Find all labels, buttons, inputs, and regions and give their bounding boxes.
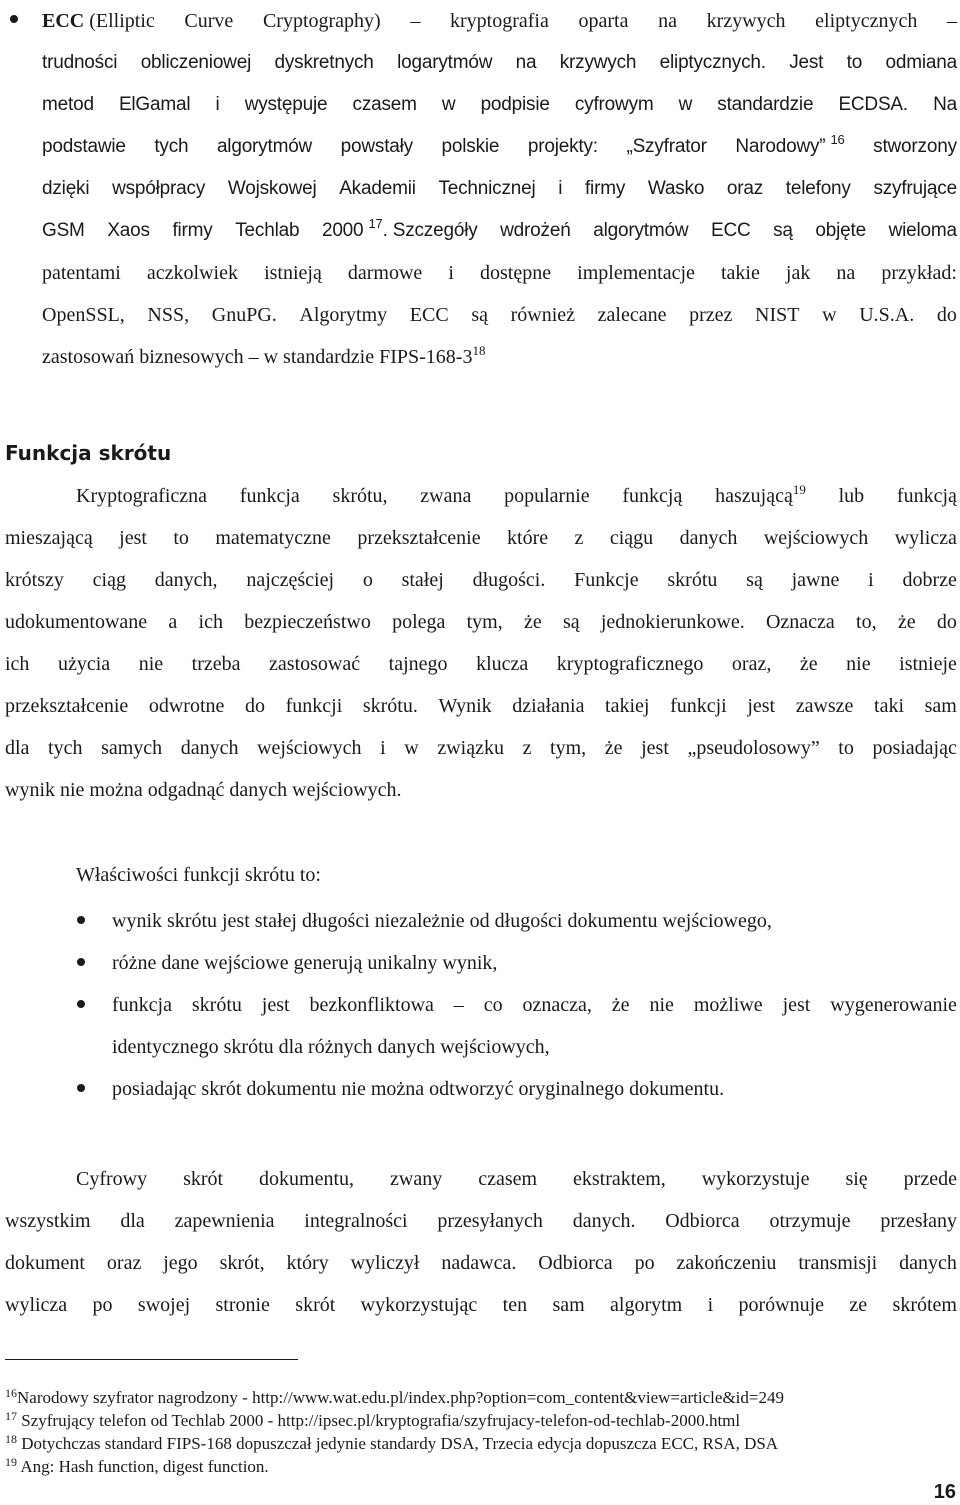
footnote-16: $^{16}$Narodowy szyfrator nagrodzony - http://www.wat.edu.pl/index.php?option=com_content&view=article&id=249 <box>5 1386 784 1407</box>
ecc-line-1: ECC (Elliptic Curve Cryptography) – kryptografia oparta na krzywych eliptycznych – <box>42 10 957 32</box>
hash-line-7: dla tych samych danych wejściowych i w związku z tym, że jest „pseudolosowy” to posiadając <box>5 737 957 759</box>
page-number: 16 <box>933 1481 956 1503</box>
bullet-icon <box>77 916 85 924</box>
hash-line-6: przekształcenie odwrotne do funkcji skrótu. Wynik działania takiej funkcji jest zawsze taki sam <box>5 695 957 717</box>
hash-line-2: mieszającą jest to matematyczne przekształcenie które z ciągu danych wejściowych wylicza <box>5 527 957 549</box>
digest-line-4: wylicza po swojej stronie skrót wykorzystując ten sam algorytm i porównuje ze skrótem <box>5 1294 957 1316</box>
ecc-line-3: metod ElGamal i występuje czasem w podpisie cyfrowym w standardzie ECDSA. Na <box>42 94 957 115</box>
hash-paragraph <box>5 475 957 811</box>
bullet-icon <box>77 1000 85 1008</box>
footnote-ref-18[interactable]: 18 <box>472 343 486 358</box>
ecc-line-7: patentami aczkolwiek istnieją darmowe i dostępne implementacje takie jak na przykład: <box>42 262 957 284</box>
ecc-term: ECC <box>42 10 85 32</box>
ecc-line-6: GSM Xaos firmy Techlab 2000 $^{17}$. Szczegóły wdrożeń algorytmów ECC są objęte wieloma <box>42 216 957 241</box>
footnote-ref-16[interactable]: 16 <box>830 132 845 147</box>
digest-paragraph <box>5 1158 957 1326</box>
digest-line-1: Cyfrowy skrót dokumentu, zwany czasem ekstraktem, wykorzystuje się przede <box>76 1168 957 1190</box>
ecc-line-9: zastosowań biznesowych – w standardzie FIPS-$168-3^{18}$ <box>42 343 486 368</box>
section-heading: Funkcja skrótu <box>5 441 172 465</box>
list-item: różne dane wejściowe generują unikalny wynik, <box>112 942 957 984</box>
properties-list <box>112 900 957 1110</box>
bullet-icon <box>77 958 85 966</box>
hash-line-8: wynik nie można odgadnąć danych wejściowych. <box>5 779 402 801</box>
footnote-ref-19[interactable]: 19 <box>792 482 806 497</box>
hash-line-4: udokumentowane a ich bezpieczeństwo polega tym, że są jednokierunkowe. Oznacza to, że do <box>5 611 957 633</box>
ecc-line-5: dzięki współpracy Wojskowej Akademii Technicznej i firmy Wasko oraz telefony szyfrujące <box>42 178 957 199</box>
footnotes <box>5 1386 957 1478</box>
bullet-icon <box>77 1084 85 1092</box>
digest-line-2: wszystkim dla zapewnienia integralności przesyłanych danych. Odbiorca otrzymuje przesłany <box>5 1210 957 1232</box>
list-item: wynik skrótu jest stałej długości niezależnie od długości dokumentu wejściowego, <box>112 900 957 942</box>
ecc-line-8: OpenSSL, NSS, GnuPG. Algorytmy ECC są również zalecane przez NIST w U.S.A. do <box>42 304 957 326</box>
footnote-17: $^{17}$ Szyfrujący telefon od Techlab 2000 - http://ipsec.pl/kryptografia/szyfrujacy-telefon-od-techlab-2000.html <box>5 1409 741 1430</box>
ecc-line-2: trudności obliczeniowej dyskretnych logarytmów na krzywych eliptycznych. Jest to odmiana <box>42 52 957 73</box>
ecc-bullet-paragraph <box>42 0 957 378</box>
footnote-18: $^{18}$ Dotychczas standard FIPS-168 dopuszczał jedynie standardy DSA, Trzecia edycja dopuszcza ECC, RSA, DSA <box>5 1432 779 1453</box>
list-item: funkcja skrótu jest bezkonfliktowa – co oznacza, że nie możliwe jest wygenerowanie identycznego skrótu dla różnych danych wejściowych, <box>112 984 957 1068</box>
bullet-icon <box>10 15 18 23</box>
hash-line-3: krótszy ciąg danych, najczęściej o stałej długości. Funkcje skrótu są jawne i dobrze <box>5 569 957 591</box>
ecc-line-4: podstawie tych algorytmów powstały polskie projekty: „Szyfrator Narodowy” $^{16}$ stworzony <box>42 132 957 157</box>
digest-line-3: dokument oraz jego skrót, który wyliczył nadawca. Odbiorca po zakończeniu transmisji danych <box>5 1252 957 1274</box>
footnote-separator <box>5 1359 298 1360</box>
hash-line-5: ich użycia nie trzeba zastosować tajnego klucza kryptograficznego oraz, że nie istnieje <box>5 653 957 675</box>
properties-title: Właściwości funkcji skrótu to: <box>76 864 321 886</box>
footnote-ref-17[interactable]: 17 <box>368 216 383 231</box>
list-item: posiadając skrót dokumentu nie można odtworzyć oryginalnego dokumentu. <box>112 1068 957 1110</box>
footnote-19: $^{19}$ Ang: Hash function, digest function. <box>5 1455 269 1476</box>
hash-line-1: Kryptograficzna funkcja skrótu, zwana popularnie funkcją haszującą$^{19}$ lub funkcją <box>76 482 957 507</box>
